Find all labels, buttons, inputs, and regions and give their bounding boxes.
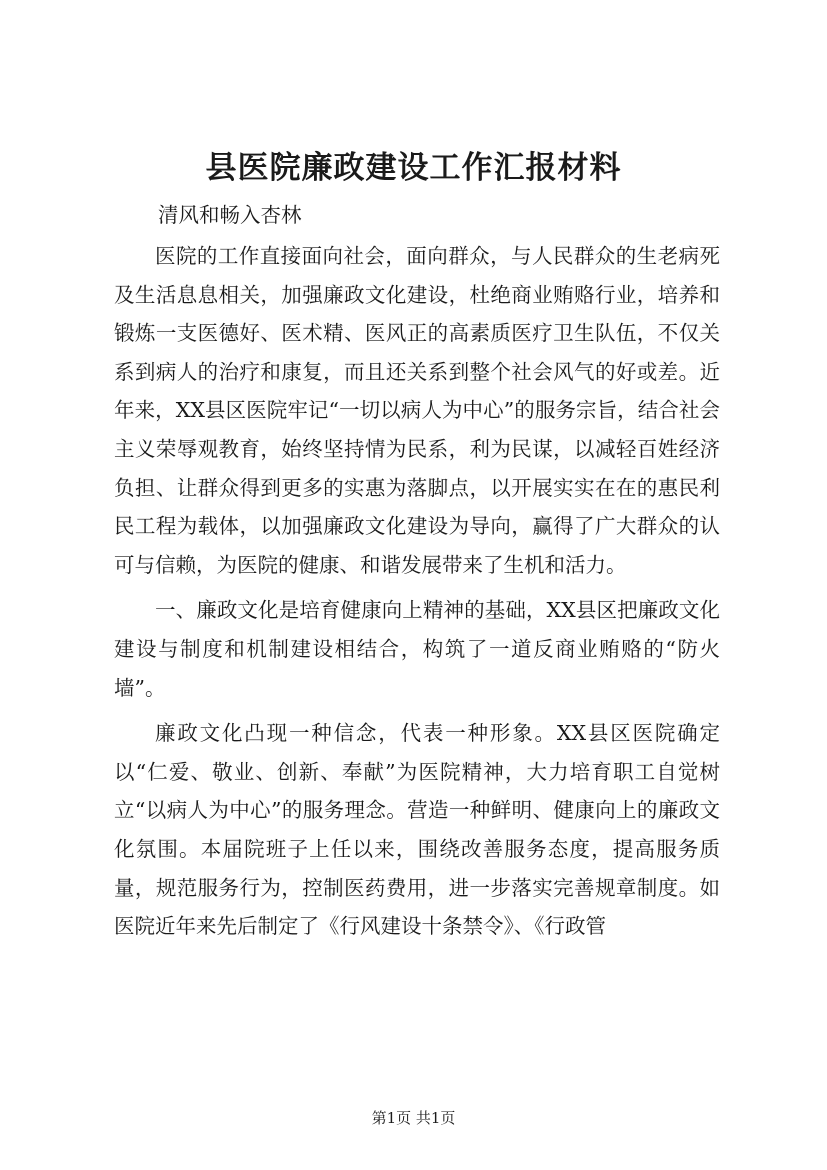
paragraph-intro: 医院的工作直接面向社会，面向群众，与人民群众的生老病死及生活息息相关，加强廉政文化建设，杜绝商业贿赂行业，培养和锻炼一支医德好、医术精、医风正的高素质医疗卫生队伍，不仅关系到病人的治疗和康复，而且还关系到整个社会风气的好或差。近年来，XX县区医院牢记“一切以病人为中心”的服务宗旨，结合社会主义荣辱观教育，始终坚持情为民系，利为民谋，以减轻百姓经济负担、让群众得到更多的实惠为落脚点，以开展实实在在的惠民利民工程为载体，以加强廉政文化建设为导向，赢得了广大群众的认可与信赖，为医院的健康、和谐发展带来了生机和活力。: [114, 244, 720, 577]
document-body: [114, 237, 720, 953]
paragraph-section-one: 一、廉政文化是培育健康向上精神的基础，XX县区把廉政文化建设与制度和机制建设相结合，构筑了一道反商业贿赂的“防火墙”。: [114, 598, 720, 700]
document-title: 县医院廉政建设工作汇报材料: [205, 150, 622, 186]
page-footer: 第1页 共1页: [371, 1109, 456, 1127]
document-subtitle: 清风和畅入杏林: [158, 203, 302, 227]
paragraph-section-one-detail: 廉政文化凸现一种信念，代表一种形象。XX县区医院确定以“仁爱、敬业、创新、奉献”为医院精神，大力培育职工自觉树立“以病人为中心”的服务理念。营造一种鲜明、健康向上的廉政文化氛围。本届院班子上任以来，围绕改善服务态度，提高服务质量，规范服务行为，控制医药费用，进一步落实完善规章制度。如医院近年来先后制定了《行风建设十条禁令》、《行政管: [114, 721, 720, 939]
